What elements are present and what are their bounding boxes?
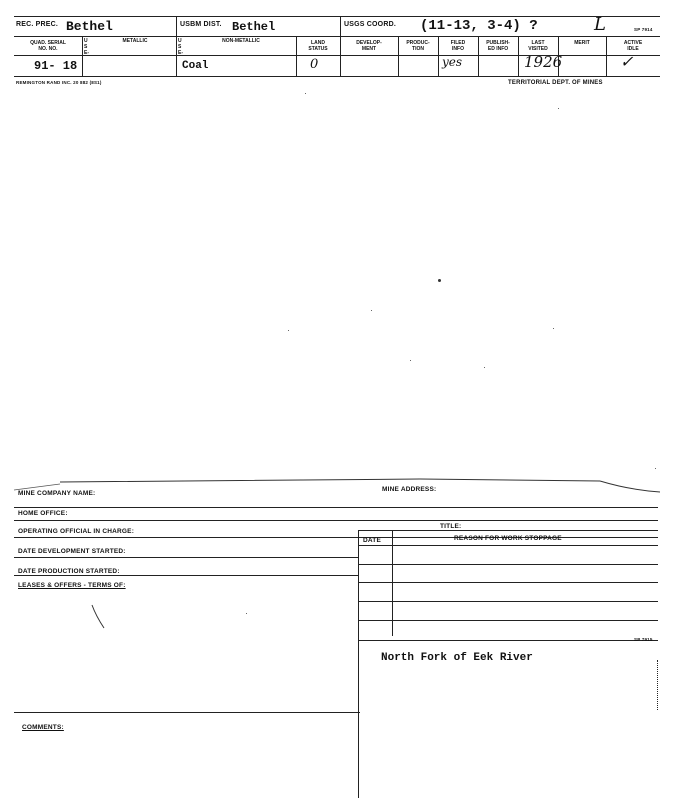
scan-speck xyxy=(553,328,554,329)
rule xyxy=(358,545,658,546)
development-header: DEVELOP- MENT xyxy=(356,40,382,52)
divider xyxy=(518,36,519,76)
filed-info-header: FILED INFO xyxy=(450,40,466,52)
rec-prec-label: REC. PREC. xyxy=(16,21,59,28)
quad-serial-value: 91- 18 xyxy=(34,59,78,73)
metallic-header: METALLIC xyxy=(122,38,148,44)
rule xyxy=(14,712,360,713)
scan-speck xyxy=(484,367,485,368)
home-office-label: HOME OFFICE: xyxy=(18,510,68,517)
top-card-bottom-rule xyxy=(14,76,660,77)
last-visited-value: 1926 xyxy=(524,53,563,71)
top-card-subheader-rule xyxy=(14,55,660,56)
top-card-header-rule xyxy=(14,36,660,37)
pencil-mark xyxy=(88,602,108,632)
quad-serial-header: QUAD. SERIAL NO. NO. xyxy=(30,40,66,52)
form-number: SP 7914 xyxy=(634,27,653,32)
nonmetallic-header: NON-METALLIC xyxy=(222,38,260,44)
divider xyxy=(82,36,83,76)
divider xyxy=(358,530,359,798)
published-info-header: PUBLISH- ED INFO xyxy=(486,40,510,52)
operating-official-label: OPERATING OFFICIAL IN CHARGE: xyxy=(18,528,135,535)
nonmetallic-value: Coal xyxy=(182,60,209,72)
production-header: PRODUC- TION xyxy=(406,40,430,52)
divider xyxy=(657,660,658,710)
leases-offers-label: LEASES & OFFERS - TERMS OF: xyxy=(18,582,126,589)
us-nonmetallic-header: U S E- xyxy=(178,38,183,56)
rule xyxy=(358,530,658,531)
date-column-header: DATE xyxy=(363,537,382,544)
comments-label: COMMENTS: xyxy=(22,724,64,731)
divider xyxy=(398,36,399,76)
top-card-top-rule xyxy=(14,16,660,17)
rule xyxy=(14,507,658,508)
footer-right: TERRITORIAL DEPT. OF MINES xyxy=(508,80,603,86)
rule xyxy=(14,557,358,558)
title-label: TITLE: xyxy=(440,523,462,530)
last-visited-header: LAST VISITED xyxy=(528,40,548,52)
divider xyxy=(296,36,297,76)
divider xyxy=(176,16,177,76)
reason-column-header: REASON FOR WORK STOPPAGE xyxy=(454,535,562,542)
rule xyxy=(358,601,658,602)
rule xyxy=(358,620,658,621)
usgs-coord-label: USGS COORD. xyxy=(344,21,396,28)
usbm-dist-value: Bethel xyxy=(232,20,276,34)
land-status-header: LAND STATUS xyxy=(308,40,328,52)
corner-mark: L xyxy=(594,14,606,35)
scan-speck xyxy=(655,468,656,469)
mine-address-label: MINE ADDRESS: xyxy=(382,486,437,493)
mine-company-name-label: MINE COMPANY NAME: xyxy=(18,490,96,497)
scan-speck xyxy=(558,108,559,109)
scan-speck xyxy=(410,360,411,361)
scan-speck xyxy=(371,310,372,311)
filed-info-value: yes xyxy=(442,55,463,69)
scan-speck xyxy=(438,279,441,282)
location-note: North Fork of Eek River xyxy=(381,652,533,664)
form-number: SP 7915 xyxy=(634,637,653,642)
active-idle-header: ACTIVE IDLE xyxy=(623,40,643,52)
usgs-coord-value: (11-13, 3-4) ? xyxy=(420,18,538,34)
active-idle-value: ✓ xyxy=(620,52,634,71)
rule xyxy=(14,575,358,576)
divider xyxy=(438,36,439,76)
divider xyxy=(478,36,479,76)
rule xyxy=(14,520,658,521)
scan-speck xyxy=(246,613,247,614)
divider xyxy=(606,36,607,76)
rule xyxy=(358,640,658,641)
footer-left: REMINGTON RAND INC. 20 882 (8S1) xyxy=(16,80,102,85)
date-production-started-label: DATE PRODUCTION STARTED: xyxy=(18,568,120,575)
merit-header: MERIT xyxy=(574,40,590,46)
usbm-dist-label: USBM DIST. xyxy=(180,21,222,28)
divider xyxy=(340,16,341,76)
card-top-edge xyxy=(0,470,678,500)
us-metallic-header: U S E- xyxy=(84,38,89,56)
rule xyxy=(358,564,658,565)
date-development-started-label: DATE DEVELOPMENT STARTED: xyxy=(18,548,126,555)
scan-speck xyxy=(288,330,289,331)
land-status-value: 0 xyxy=(310,57,319,72)
rec-prec-value: Bethel xyxy=(66,19,113,34)
rule xyxy=(358,582,658,583)
scan-speck xyxy=(305,93,306,94)
